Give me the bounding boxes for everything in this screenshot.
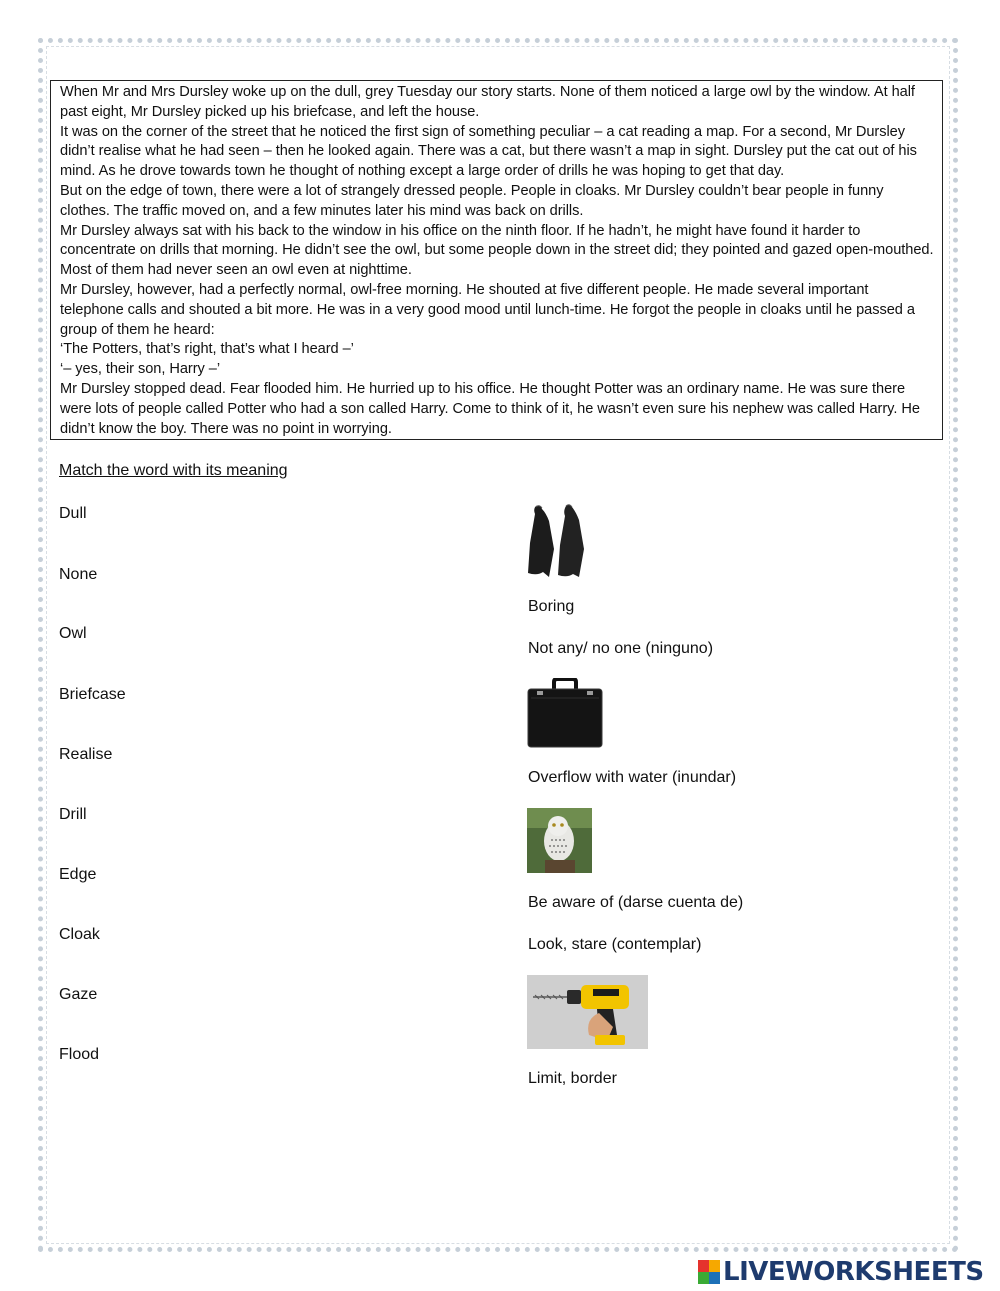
story-paragraph: Mr Dursley, however, had a perfectly normal, owl-free morning. He shouted at five different people. He made several important telephone calls and shouted a bit more. He was in a very good mood until lunch-time. He forgot the people in cloaks until he passed a group of them he heard: [60, 281, 915, 338]
cloaks-picture[interactable] [527, 503, 589, 584]
drill-picture[interactable] [527, 975, 648, 1054]
word-edge[interactable]: Edge [59, 866, 97, 883]
word-briefcase[interactable]: Briefcase [59, 686, 126, 703]
meaning-be-aware[interactable]: Be aware of (darse cuenta de) [528, 894, 744, 911]
meaning-not-any[interactable]: Not any/ no one (ninguno) [528, 640, 714, 657]
word-drill[interactable]: Drill [59, 806, 87, 823]
story-quote: ‘The Potters, that’s right, that’s what I heard –’ [60, 341, 354, 358]
word-owl[interactable]: Owl [59, 625, 87, 642]
liveworksheets-logo-badge [698, 1260, 720, 1284]
word-dull[interactable]: Dull [59, 505, 87, 522]
word-cloak[interactable]: Cloak [59, 926, 100, 943]
meaning-boring[interactable]: Boring [528, 598, 575, 615]
meaning-look-stare[interactable]: Look, stare (contemplar) [528, 936, 702, 953]
story-paragraph: When Mr and Mrs Dursley woke up on the dull, grey Tuesday our story starts. None of them noticed a large owl by the window. At half past eight, Mr Dursley picked up his briefcase, and left the house. [60, 84, 915, 120]
word-realise[interactable]: Realise [59, 746, 113, 763]
exercise-heading: Match the word with its meaning [59, 462, 288, 479]
story-quote: ‘– yes, their son, Harry –’ [60, 361, 221, 378]
word-gaze[interactable]: Gaze [59, 986, 98, 1003]
story-paragraph: Mr Dursley stopped dead. Fear flooded him. He hurried up to his office. He thought Potter was an ordinary name. He was sure there were lots of people called Potter who had a son called Harry. Come to think of it, he wasn’t even sure his nephew was called Harry. He didn’t know the boy. There was no point in worrying. [60, 380, 920, 437]
story-paragraph: It was on the corner of the street that he noticed the first sign of something peculiar – a cat reading a map. For a second, Mr Dursley didn’t realise what he had seen – then he looked again. There was a cat, but there wasn’t a map in sight. Dursley put the cat out of his mind. As he drove towards town he thought of nothing except a large order of drills he was hoping to get that day. [60, 123, 917, 180]
story-paragraph: But on the edge of town, there were a lot of strangely dressed people. People in cloaks. Mr Dursley couldn’t bear people in funny clothes. The traffic moved on, and a few minutes later his mind was back on drills. [60, 182, 884, 219]
meaning-limit-border[interactable]: Limit, border [528, 1070, 617, 1087]
owl-picture[interactable] [527, 808, 592, 878]
meaning-overflow[interactable]: Overflow with water (inundar) [528, 769, 737, 786]
story-text-box [50, 80, 943, 440]
liveworksheets-logo [698, 1257, 984, 1287]
word-none[interactable]: None [59, 566, 98, 583]
word-flood[interactable]: Flood [59, 1046, 100, 1063]
briefcase-picture[interactable] [527, 678, 603, 755]
story-paragraph: Mr Dursley always sat with his back to the window in his office on the ninth floor. If he hadn’t, he might have found it harder to concentrate on drills that morning. He didn’t see the owl, but some people down in the street did; they pointed and gazed open-mouthed. Most of them had never seen an owl even at nighttime. [60, 222, 934, 279]
liveworksheets-brand-text: LIVEWORKSHEETS [723, 1257, 984, 1287]
